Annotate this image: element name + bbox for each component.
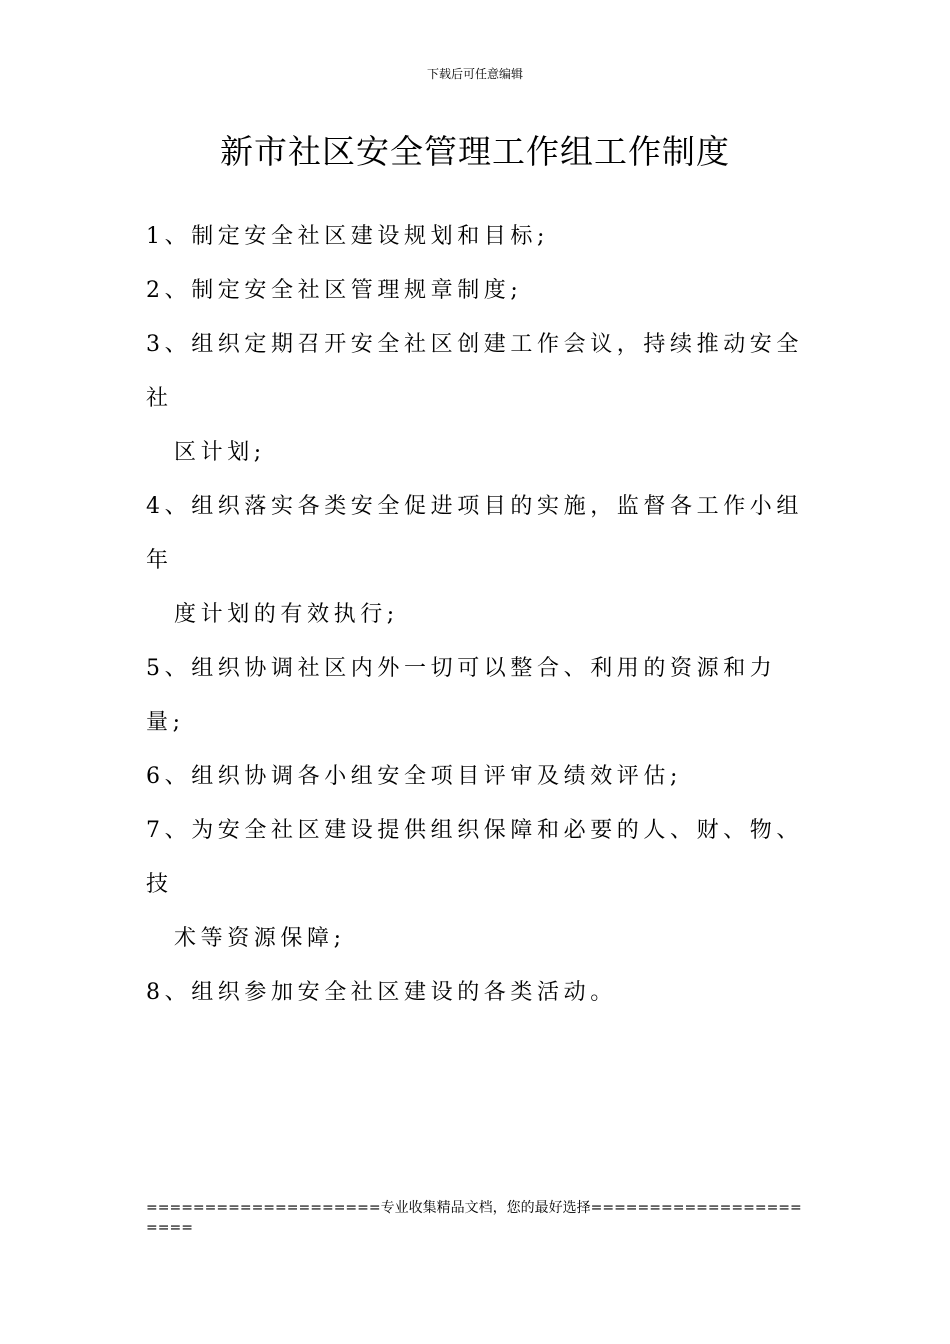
list-item-continuation: 术等资源保障; xyxy=(174,926,346,951)
header-note: 下载后可任意编辑 xyxy=(426,67,523,81)
list-item xyxy=(146,966,806,1020)
list-item xyxy=(146,642,806,750)
list-item xyxy=(146,210,806,264)
list-item xyxy=(146,480,806,642)
list-item xyxy=(146,804,806,966)
list-item xyxy=(146,264,806,318)
list-item-text: 7、为安全社区建设提供组织保障和必要的人、财、物、技 xyxy=(146,818,803,897)
footer-banner: ====================专业收集精品文档，您的最好选择====================== xyxy=(146,1200,802,1236)
list-item-text: 6、组织协调各小组安全项目评审及绩效评估; xyxy=(146,764,683,789)
list-item-text: 8、组织参加安全社区建设的各类活动。 xyxy=(146,980,617,1005)
list-item-text: 4、组织落实各类安全促进项目的实施，监督各工作小组年 xyxy=(146,494,803,573)
list-item-text: 1、制定安全社区建设规划和目标; xyxy=(146,224,550,249)
list-item-continuation: 区计划; xyxy=(174,440,266,465)
list-item xyxy=(146,750,806,804)
list-item xyxy=(146,318,806,480)
list-item-text: 3、组织定期召开安全社区创建工作会议，持续推动安全社 xyxy=(146,332,803,411)
document-title: 新市社区安全管理工作组工作制度 xyxy=(220,132,730,171)
regulation-list xyxy=(146,210,806,1020)
list-item-continuation: 度计划的有效执行; xyxy=(174,602,399,627)
list-item-text: 2、制定安全社区管理规章制度; xyxy=(146,278,523,303)
list-item-text: 5、组织协调社区内外一切可以整合、利用的资源和力量; xyxy=(146,656,777,735)
